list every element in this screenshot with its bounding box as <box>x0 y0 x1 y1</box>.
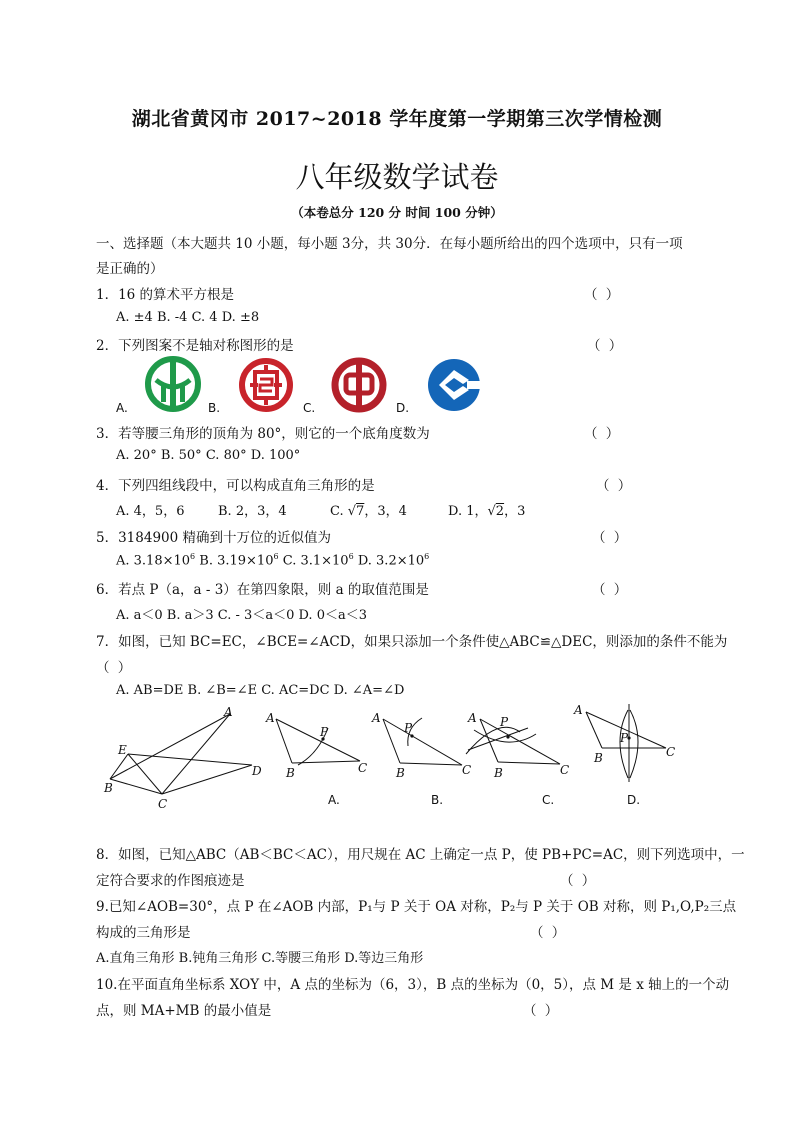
q4-option-d-radicand: 2 <box>495 504 505 519</box>
q6-stem: 6．若点 P（a，a - 3）在第四象限，则 a 的取值范围是 <box>96 582 429 598</box>
q4-option-c-rest: ，3，4 <box>364 504 407 519</box>
q8-figure-c <box>458 706 578 780</box>
q5-option-a: A. 3.18×10 <box>116 553 191 569</box>
q7-options: A. AB=DE B. ∠B=∠E C. AC=DC D. ∠A=∠D <box>116 683 405 698</box>
q7-label-c: C <box>158 797 168 811</box>
q8d-label-c: C <box>666 745 676 759</box>
q8-stem-line1: 8．如图，已知△ABC（AB＜BC＜AC），用尺规在 AC 上确定一点 P，使 PB+PC=AC，则下列选项中，一 <box>96 847 745 863</box>
q4-option-d-rest: ，3 <box>504 504 526 519</box>
q3-stem: 3．若等腰三角形的顶角为 80°，则它的一个底角度数为 <box>96 426 430 442</box>
q7-figure <box>100 702 270 812</box>
q1-options: A. ±4 B. -4 C. 4 D. ±8 <box>116 310 260 325</box>
q8c-label-c: C <box>560 763 570 777</box>
q8-figure-a <box>258 706 374 780</box>
q5-exp-d: 6 <box>424 552 430 561</box>
q2-label-c: C. <box>303 401 316 415</box>
q8d-label-p: P <box>620 731 629 745</box>
q8b-label-a: A <box>372 711 381 725</box>
q9-stem-line2: 构成的三角形是 <box>96 925 191 941</box>
q4-option-c-radicand: 7 <box>356 504 365 519</box>
q4-answer-blank: （ ） <box>596 478 634 494</box>
q2-label-b: B. <box>208 401 221 415</box>
q8-label-c: C. <box>542 793 555 807</box>
q8b-label-p: P <box>404 721 413 735</box>
q6-options: A. a＜0 B. a＞3 C. - 3＜a＜0 D. 0＜a＜3 <box>116 608 367 623</box>
q6-answer-blank: （ ） <box>592 582 630 598</box>
q8-stem-line2: 定符合要求的作图痕迹是 <box>96 873 245 889</box>
q5-option-c: C. 3.1×10 <box>282 553 349 569</box>
q8a-label-p: P <box>320 725 329 739</box>
q4-option-d: D. 1，√2，3 <box>448 504 526 519</box>
q8c-label-b: B <box>494 766 503 780</box>
section-heading: 一、选择题（本大题共 10 小题，每小题 3分，共 30分．在每小题所给出的四个选项中，只有一项 <box>96 236 683 252</box>
q8-label-d: D. <box>627 793 641 807</box>
q10-stem-line2: 点，则 MA+MB 的最小值是 <box>96 1003 272 1019</box>
q4-option-b: B. 2，3，4 <box>218 504 287 519</box>
q8-answer-blank: （ ） <box>560 873 598 889</box>
q4-option-c-label: C. <box>330 504 344 519</box>
q8a-label-a: A <box>266 711 275 725</box>
q4-option-a: A. 4，5，6 <box>116 504 185 519</box>
q7-label-d: D <box>252 764 262 778</box>
q5-exp-b: 6 <box>273 552 279 561</box>
q5-option-d: D. 3.2×10 <box>357 553 425 569</box>
q9-answer-blank: （ ） <box>530 925 568 941</box>
q8c-label-a: A <box>468 711 477 725</box>
q2-label-a: A. <box>116 401 128 415</box>
q1-answer-blank: （ ） <box>584 287 622 303</box>
q5-answer-blank: （ ） <box>592 530 630 546</box>
q8b-label-c: C <box>462 763 472 777</box>
q8c-label-p: P <box>500 715 509 729</box>
q10-stem-line1: 10.在平面直角坐标系 XOY 中，A 点的坐标为（6，3），B 点的坐标为（0，5），点 M 是 x 轴上的一个动 <box>96 977 730 993</box>
exam-info: （本卷总分 120 分 时间 100 分钟） <box>291 205 503 220</box>
q8d-label-a: A <box>574 703 583 717</box>
q3-answer-blank: （ ） <box>584 426 622 442</box>
q3-options: A. 20° B. 50° C. 80° D. 100° <box>116 448 301 463</box>
exam-header-title: 湖北省黄冈市 2017~2018 学年度第一学期第三次学情检测 <box>131 108 663 130</box>
section-heading-cont: 是正确的） <box>96 261 164 277</box>
q9-options: A.直角三角形 B.钝角三角形 C.等腰三角形 D.等边三角形 <box>96 951 424 966</box>
q7-label-a: A <box>224 705 233 719</box>
icbc-logo <box>236 357 296 413</box>
q8a-label-b: B <box>286 766 295 780</box>
q7-stem: 7．如图，已知 BC=EC，∠BCE=∠ACD，如果只添加一个条件使△ABC≌△DEC，则添加的条件不能为 <box>96 634 728 650</box>
agricultural-bank-logo <box>142 356 204 412</box>
q5-exp-c: 6 <box>348 552 354 561</box>
q10-answer-blank: （ ） <box>523 1003 561 1019</box>
q4-option-c: C. √7，3，4 <box>330 504 407 519</box>
q4-option-d-label: D. 1， <box>448 504 488 519</box>
q2-label-d: D. <box>396 401 410 415</box>
q8-label-b: B. <box>431 793 444 807</box>
q8a-label-c: C <box>358 761 368 775</box>
q8-label-a: A. <box>328 793 340 807</box>
q2-stem: 2．下列图案不是轴对称图形的是 <box>96 338 294 354</box>
q1-stem: 1．16 的算术平方根是 <box>96 287 235 303</box>
q7-answer-blank: （ ） <box>96 660 134 676</box>
q2-answer-blank: （ ） <box>587 338 625 354</box>
q5-exp-a: 6 <box>190 552 196 561</box>
q5-option-b: B. 3.19×10 <box>199 553 274 569</box>
q8-figure-d <box>570 700 690 786</box>
q5-stem: 5．3184900 精确到十万位的近似值为 <box>96 530 332 546</box>
q8d-label-b: B <box>594 751 603 765</box>
q4-stem: 4．下列四组线段中，可以构成直角三角形的是 <box>96 478 375 494</box>
q5-options <box>116 552 429 568</box>
construction-bank-logo <box>423 356 485 414</box>
q8b-label-b: B <box>396 766 405 780</box>
q9-stem-line1: 9.已知∠AOB=30°，点 P 在∠AOB 内部，P₁与 P 关于 OA 对称，P₂与 P 关于 OB 对称，则 P₁,O,P₂三点 <box>96 899 737 915</box>
exam-subject-title: 八年级数学试卷 <box>295 160 499 194</box>
q7-label-b: B <box>104 781 113 795</box>
q7-label-e: E <box>118 743 127 757</box>
bank-of-china-logo <box>329 356 389 414</box>
